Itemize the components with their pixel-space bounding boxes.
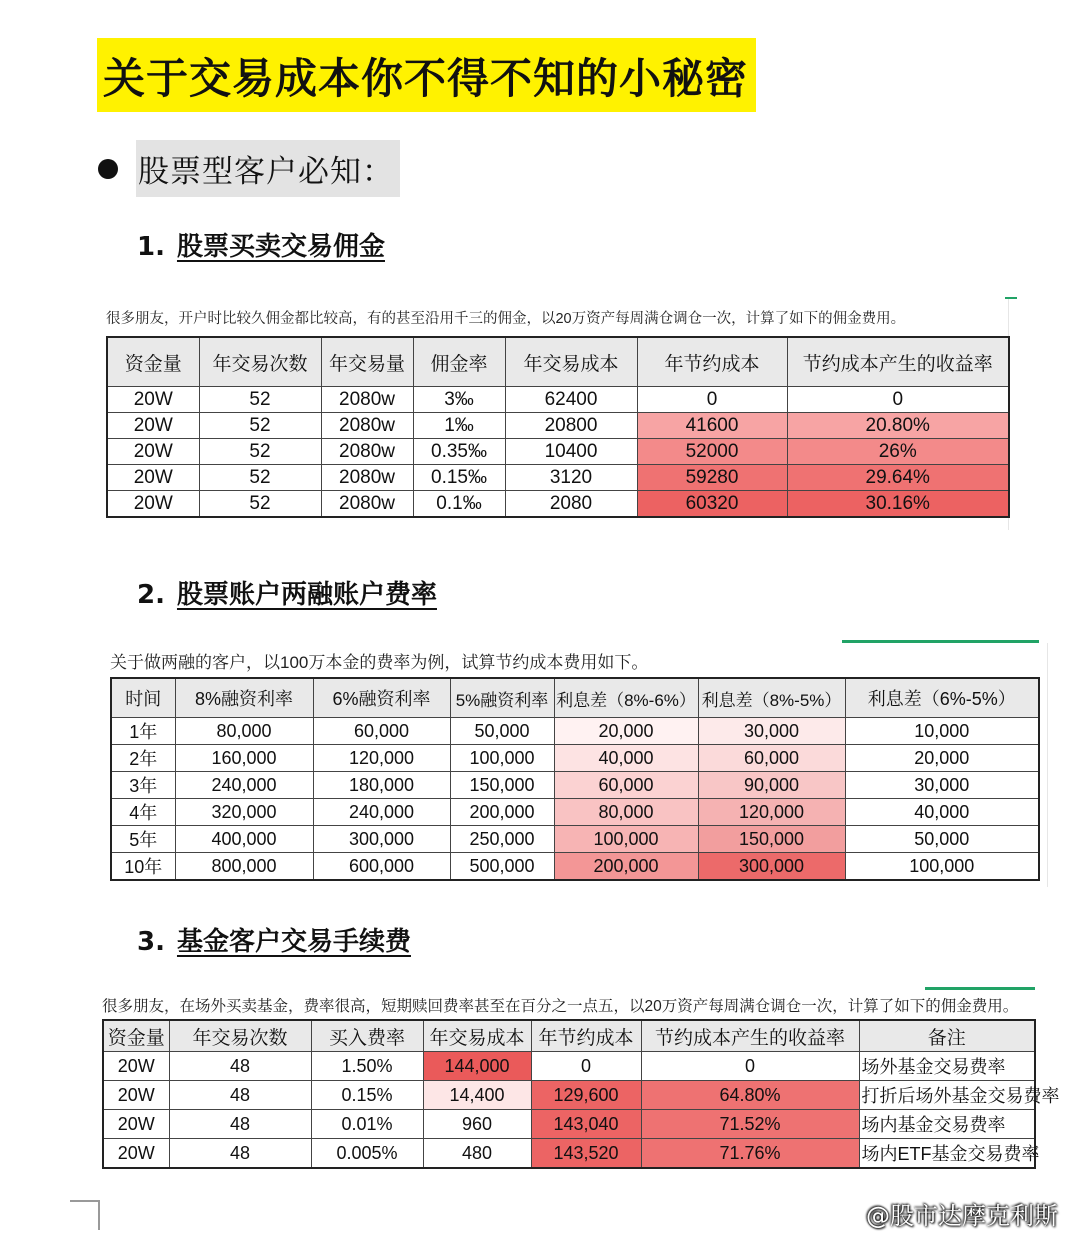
table-cell: 0 (531, 1052, 641, 1081)
table-cell: 60,000 (313, 718, 450, 745)
section-2-note: 关于做两融的客户，以100万本金的费率为例，试算节约成本费用如下。 (110, 653, 649, 672)
table-cell: 52 (199, 413, 321, 439)
column-header: 年节约成本 (531, 1020, 641, 1052)
column-header: 节约成本产生的收益率 (787, 337, 1009, 387)
table-row (103, 1110, 1035, 1139)
table-cell: 1‰ (413, 413, 505, 439)
table-cell: 60,000 (698, 745, 845, 772)
table-cell: 40,000 (845, 799, 1039, 826)
table-cell: 500,000 (450, 853, 554, 881)
table-cell: 64.80% (641, 1081, 859, 1110)
section-1-panel (106, 307, 1010, 518)
section-3-panel (102, 994, 1060, 1169)
table-row (103, 1081, 1035, 1110)
table-cell: 480 (423, 1139, 531, 1169)
table-row (111, 826, 1039, 853)
column-header: 8%融资利率 (175, 678, 313, 718)
commission-table (106, 336, 1010, 518)
table-cell: 10400 (505, 439, 637, 465)
table-row (107, 465, 1009, 491)
column-header: 利息差（6%-5%） (845, 678, 1039, 718)
table-cell: 71.52% (641, 1110, 859, 1139)
subtitle-row (98, 140, 400, 197)
section-1-heading (137, 226, 385, 263)
table-cell: 300,000 (698, 853, 845, 881)
table-cell: 320,000 (175, 799, 313, 826)
table-cell: 48 (169, 1081, 311, 1110)
table-cell: 0 (637, 387, 787, 413)
table-cell: 52 (199, 439, 321, 465)
table-cell: 0.01% (311, 1110, 423, 1139)
column-header: 年交易量 (321, 337, 413, 387)
table-cell: 800,000 (175, 853, 313, 881)
table-cell: 48 (169, 1052, 311, 1081)
table-row (103, 1139, 1035, 1169)
table-cell: 250,000 (450, 826, 554, 853)
column-header: 节约成本产生的收益率 (641, 1020, 859, 1052)
column-header: 时间 (111, 678, 175, 718)
column-header: 年交易成本 (423, 1020, 531, 1052)
table-row (111, 799, 1039, 826)
table-cell: 52 (199, 491, 321, 518)
table-cell: 30,000 (845, 772, 1039, 799)
table-cell: 120,000 (313, 745, 450, 772)
table-cell: 26% (787, 439, 1009, 465)
table-cell: 2080w (321, 439, 413, 465)
watermark (866, 1196, 1058, 1231)
table-cell: 200,000 (554, 853, 698, 881)
table-cell: 90,000 (698, 772, 845, 799)
table-cell: 41600 (637, 413, 787, 439)
table-cell: 2年 (111, 745, 175, 772)
table-cell: 200,000 (450, 799, 554, 826)
table-cell: 3‰ (413, 387, 505, 413)
subtitle: 股票型客户必知： (136, 140, 400, 197)
table-cell: 20W (107, 465, 199, 491)
table-cell: 50,000 (450, 718, 554, 745)
section-1-note: 很多朋友，开户时比较久佣金都比较高，有的甚至沿用千三的佣金，以20万资产每周满仓调仓一次，计算了如下的佣金费用。 (106, 311, 906, 327)
table-cell: 40,000 (554, 745, 698, 772)
column-header: 资金量 (107, 337, 199, 387)
table-cell: 2080w (321, 465, 413, 491)
table-cell: 150,000 (450, 772, 554, 799)
watermark-text: @股市达摩克利斯 (866, 1202, 1058, 1230)
table-cell: 场内基金交易费率 (859, 1110, 1035, 1139)
table-cell: 0.1‰ (413, 491, 505, 518)
section-3-title: 基金客户交易手续费 (176, 927, 411, 957)
table-header-row (103, 1020, 1035, 1052)
column-header: 年交易次数 (169, 1020, 311, 1052)
table-cell: 129,600 (531, 1081, 641, 1110)
column-header: 5%融资利率 (450, 678, 554, 718)
column-header: 年交易成本 (505, 337, 637, 387)
table-cell: 71.76% (641, 1139, 859, 1169)
table-cell: 180,000 (313, 772, 450, 799)
table-header-row (107, 337, 1009, 387)
table-cell: 2080w (321, 413, 413, 439)
table-cell: 场外基金交易费率 (859, 1052, 1035, 1081)
table-row (107, 387, 1009, 413)
page-title: 关于交易成本你不得不知的小秘密 (97, 38, 756, 112)
table-cell: 143,520 (531, 1139, 641, 1169)
section-1-number: 1. (137, 232, 165, 262)
margin-rate-table (110, 677, 1040, 881)
fund-fee-table (102, 1019, 1060, 1169)
table-cell: 0 (641, 1052, 859, 1081)
table-cell: 80,000 (554, 799, 698, 826)
table-cell: 20,000 (845, 745, 1039, 772)
table-cell: 30.16% (787, 491, 1009, 518)
table-row (111, 745, 1039, 772)
table-cell: 144,000 (423, 1052, 531, 1081)
table-row (107, 491, 1009, 518)
table-cell: 120,000 (698, 799, 845, 826)
table-row (111, 853, 1039, 881)
table-cell: 打折后场外基金交易费率 (859, 1081, 1035, 1110)
table-row (111, 772, 1039, 799)
table-cell: 1年 (111, 718, 175, 745)
table-cell: 20W (107, 491, 199, 518)
table-cell: 300,000 (313, 826, 450, 853)
column-header: 利息差（8%-5%） (698, 678, 845, 718)
column-header: 年节约成本 (637, 337, 787, 387)
table-cell: 1.50% (311, 1052, 423, 1081)
table-cell: 5年 (111, 826, 175, 853)
section-3-note: 很多朋友，在场外买卖基金，费率很高，短期赎回费率甚至在百分之一点五，以20万资产每周满仓调仓一次，计算了如下的佣金费用。 (102, 998, 1019, 1015)
table-cell: 20W (103, 1110, 169, 1139)
table-cell: 52000 (637, 439, 787, 465)
table-cell: 960 (423, 1110, 531, 1139)
table-cell: 59280 (637, 465, 787, 491)
table-row (103, 1052, 1035, 1081)
section-2-number: 2. (137, 580, 165, 610)
table-cell: 50,000 (845, 826, 1039, 853)
table-cell: 60320 (637, 491, 787, 518)
table-cell: 143,040 (531, 1110, 641, 1139)
table-cell: 3120 (505, 465, 637, 491)
table-cell: 2080 (505, 491, 637, 518)
table-cell: 52 (199, 387, 321, 413)
table-cell: 3年 (111, 772, 175, 799)
table-cell: 20W (107, 413, 199, 439)
table-cell: 100,000 (845, 853, 1039, 881)
column-header: 资金量 (103, 1020, 169, 1052)
table-cell: 240,000 (175, 772, 313, 799)
table-cell: 0.15% (311, 1081, 423, 1110)
table-cell: 48 (169, 1139, 311, 1169)
table-cell: 20800 (505, 413, 637, 439)
column-header: 买入费率 (311, 1020, 423, 1052)
table-cell: 20W (103, 1081, 169, 1110)
table-cell: 600,000 (313, 853, 450, 881)
table-cell: 0.005% (311, 1139, 423, 1169)
table-cell: 0 (787, 387, 1009, 413)
table-cell: 20W (103, 1139, 169, 1169)
table-cell: 150,000 (698, 826, 845, 853)
section-1-title: 股票买卖交易佣金 (176, 232, 385, 262)
table-row (111, 718, 1039, 745)
section-3-number: 3. (137, 927, 165, 957)
column-header: 年交易次数 (199, 337, 321, 387)
section-2-title: 股票账户两融账户费率 (176, 580, 437, 610)
table-cell: 0.15‰ (413, 465, 505, 491)
table-cell: 20,000 (554, 718, 698, 745)
column-header: 6%融资利率 (313, 678, 450, 718)
column-header: 备注 (859, 1020, 1035, 1052)
corner-mark (70, 1200, 100, 1230)
table-cell: 场内ETF基金交易费率 (859, 1139, 1035, 1169)
table-row (107, 439, 1009, 465)
table-cell: 160,000 (175, 745, 313, 772)
table-cell: 240,000 (313, 799, 450, 826)
table-cell: 62400 (505, 387, 637, 413)
table-cell: 4年 (111, 799, 175, 826)
table-cell: 60,000 (554, 772, 698, 799)
table-cell: 2080w (321, 387, 413, 413)
table-header-row (111, 678, 1039, 718)
table-cell: 10,000 (845, 718, 1039, 745)
section-3-heading (137, 921, 411, 958)
section-2-heading (137, 574, 437, 611)
bullet-icon (98, 159, 118, 179)
table-cell: 20W (107, 387, 199, 413)
column-header: 佣金率 (413, 337, 505, 387)
section-2-panel (110, 648, 1040, 881)
table-cell: 0.35‰ (413, 439, 505, 465)
table-row (107, 413, 1009, 439)
table-cell: 20.80% (787, 413, 1009, 439)
table-cell: 400,000 (175, 826, 313, 853)
table-cell: 2080w (321, 491, 413, 518)
table-cell: 20W (103, 1052, 169, 1081)
table-cell: 14,400 (423, 1081, 531, 1110)
table-cell: 20W (107, 439, 199, 465)
table-cell: 30,000 (698, 718, 845, 745)
table-cell: 80,000 (175, 718, 313, 745)
table-cell: 52 (199, 465, 321, 491)
table-cell: 29.64% (787, 465, 1009, 491)
table-cell: 100,000 (554, 826, 698, 853)
table-cell: 100,000 (450, 745, 554, 772)
table-cell: 48 (169, 1110, 311, 1139)
table-cell: 10年 (111, 853, 175, 881)
column-header: 利息差（8%-6%） (554, 678, 698, 718)
